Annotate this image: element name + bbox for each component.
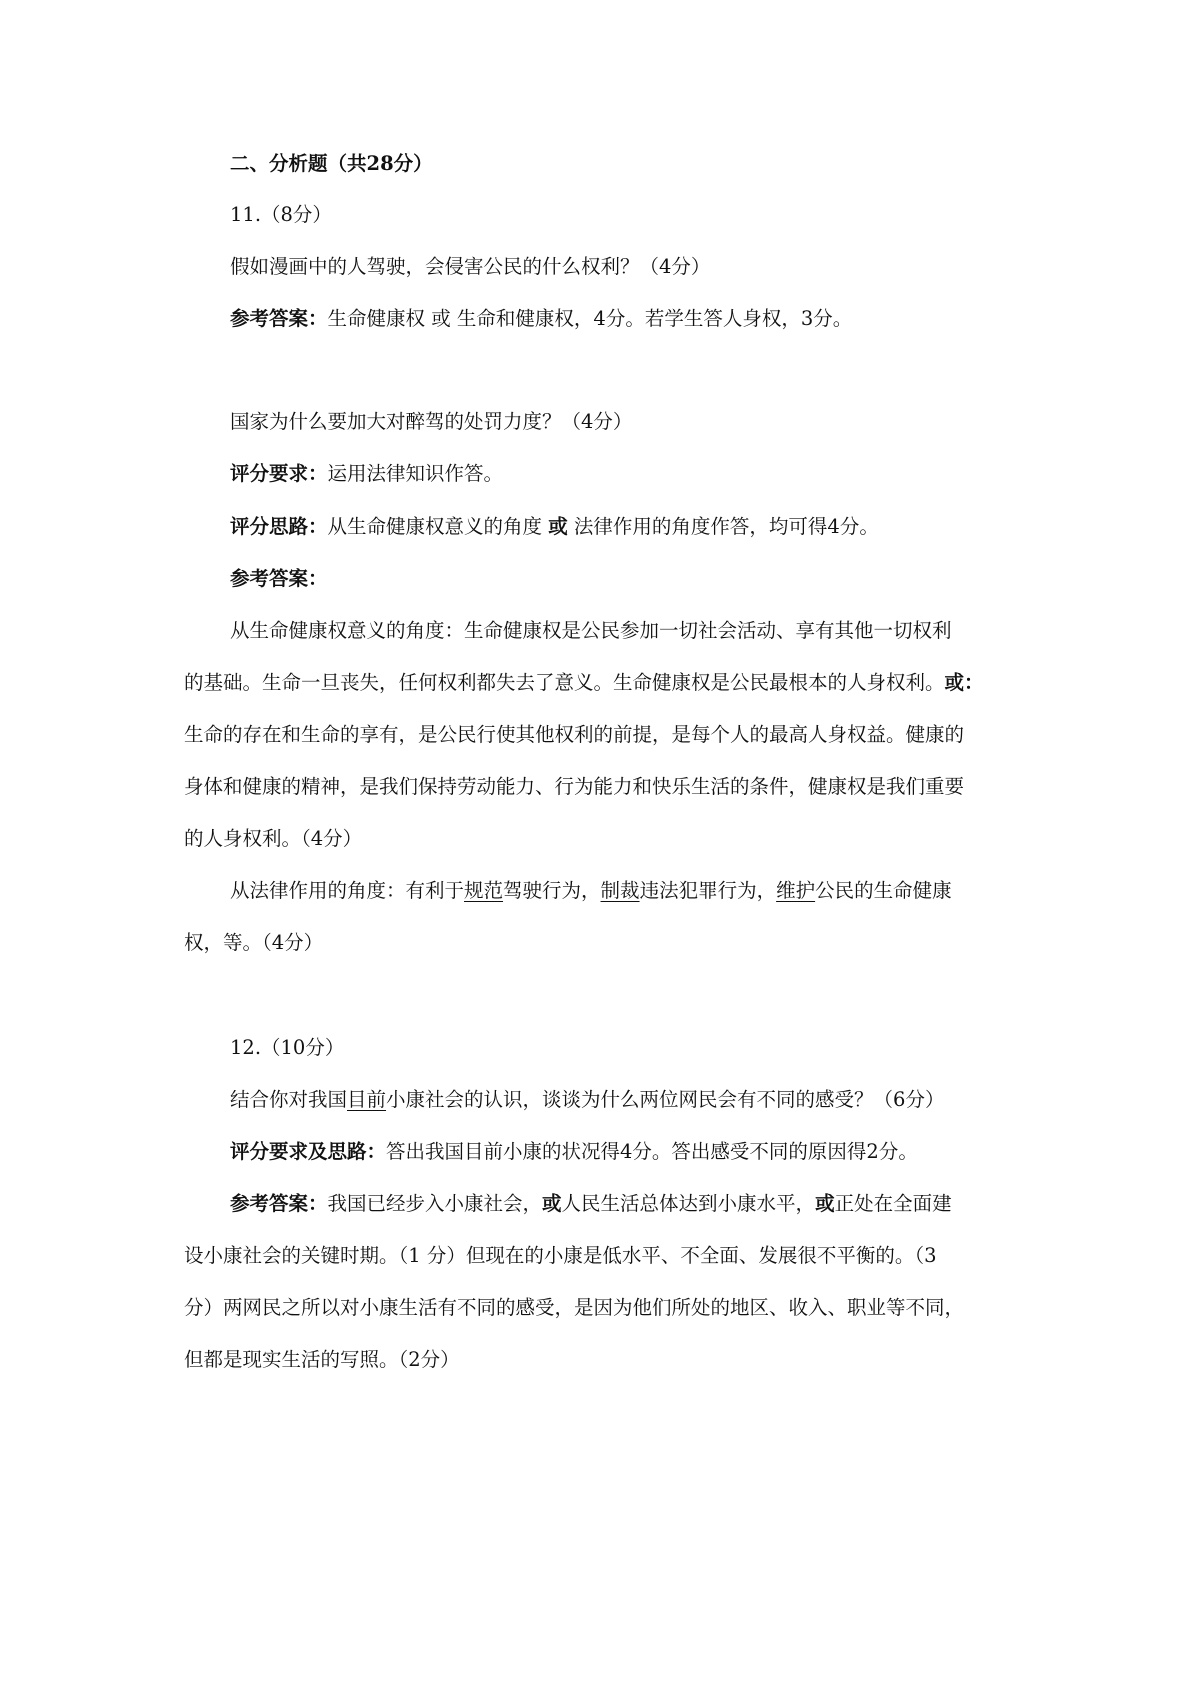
- text: 驾驶行为，: [503, 879, 601, 902]
- answer-paragraph1-line5: 的人身权利。（4分）: [184, 827, 363, 850]
- answer-paragraph1-line2: [184, 669, 984, 697]
- idea-label: 评分思路：: [230, 515, 328, 538]
- q12-requirement: [230, 1138, 918, 1166]
- text: 结合你对我国: [230, 1088, 348, 1111]
- answer-paragraph1-line1: 从生命健康权意义的角度：生命健康权是公民参加一切社会活动、享有其他一切权利: [230, 619, 952, 642]
- q11-part1-question: 假如漫画中的人驾驶，会侵害公民的什么权利？（4分）: [230, 255, 711, 278]
- text: 我国已经步入小康社会，: [327, 1192, 543, 1215]
- answer-paragraph1-line4: 身体和健康的精神，是我们保持劳动能力、行为能力和快乐生活的条件，健康权是我们重要: [184, 775, 965, 798]
- underlined-keyword: 维护: [776, 879, 816, 902]
- idea-text-a: 从生命健康权意义的角度: [327, 515, 549, 538]
- q11-number: 11.（8分）: [230, 203, 332, 226]
- text: 公民的生命健康: [815, 879, 952, 902]
- answer-paragraph1-line3: 生命的存在和生命的享有，是公民行使其他权利的前提，是每个人的最高人身权益。健康的: [184, 723, 965, 746]
- requirement-label: 评分要求：: [230, 462, 328, 485]
- q12-number: 12.（10分）: [230, 1036, 345, 1059]
- answer-text: 生命健康权 或 生命和健康权，4分。若学生答人身权，3分。: [327, 307, 853, 330]
- text: 违法犯罪行为，: [639, 879, 777, 902]
- text: 正处在全面建: [834, 1192, 952, 1215]
- requirement-text: 答出我国目前小康的状况得4分。答出感受不同的原因得2分。: [386, 1140, 918, 1163]
- q12-answer-line2: 设小康社会的关键时期。（1 分）但现在的小康是低水平、不全面、发展很不平衡的。（3: [184, 1244, 937, 1267]
- q11-part2-requirement: [230, 460, 503, 488]
- q11-part2-answer-label: 参考答案：: [230, 567, 328, 590]
- line-text: 的基础。生命一旦丧失，任何权利都失去了意义。生命健康权是公民最根本的人身权利。: [184, 671, 945, 694]
- answer-paragraph2-line2: 权，等。（4分）: [184, 931, 324, 954]
- or-marker: 或: [542, 1192, 562, 1215]
- answer-label: 参考答案：: [230, 307, 328, 330]
- q12-answer-line1: [230, 1190, 952, 1218]
- answer-paragraph2-line1: [230, 877, 952, 905]
- underlined-keyword: 制裁: [600, 879, 640, 902]
- q11-part2-question: 国家为什么要加大对醉驾的处罚力度？（4分）: [230, 410, 633, 433]
- idea-text-b: 法律作用的角度作答，均可得4分。: [567, 515, 879, 538]
- text: 从法律作用的角度：有利于: [230, 879, 465, 902]
- requirement-label: 评分要求及思路：: [230, 1140, 387, 1163]
- q11-part2-idea: [230, 513, 879, 541]
- requirement-text: 运用法律知识作答。: [327, 462, 504, 485]
- q12-answer-line3: 分）两网民之所以对小康生活有不同的感受，是因为他们所处的地区、收入、职业等不同，: [184, 1296, 965, 1319]
- q12-question: [230, 1086, 944, 1114]
- text: 人民生活总体达到小康水平，: [561, 1192, 816, 1215]
- q12-answer-line4: 但都是现实生活的写照。（2分）: [184, 1348, 460, 1371]
- answer-label: 参考答案：: [230, 1192, 328, 1215]
- q11-part1-answer: [230, 305, 852, 333]
- underlined-keyword: 规范: [464, 879, 504, 902]
- or-marker: 或: [815, 1192, 835, 1215]
- section-heading: 二、分析题（共28分）: [230, 152, 433, 175]
- or-marker: 或：: [944, 671, 984, 694]
- idea-or: 或: [548, 515, 568, 538]
- underlined-keyword: 目前: [347, 1088, 387, 1111]
- text: 小康社会的认识，谈谈为什么两位网民会有不同的感受？（6分）: [386, 1088, 945, 1111]
